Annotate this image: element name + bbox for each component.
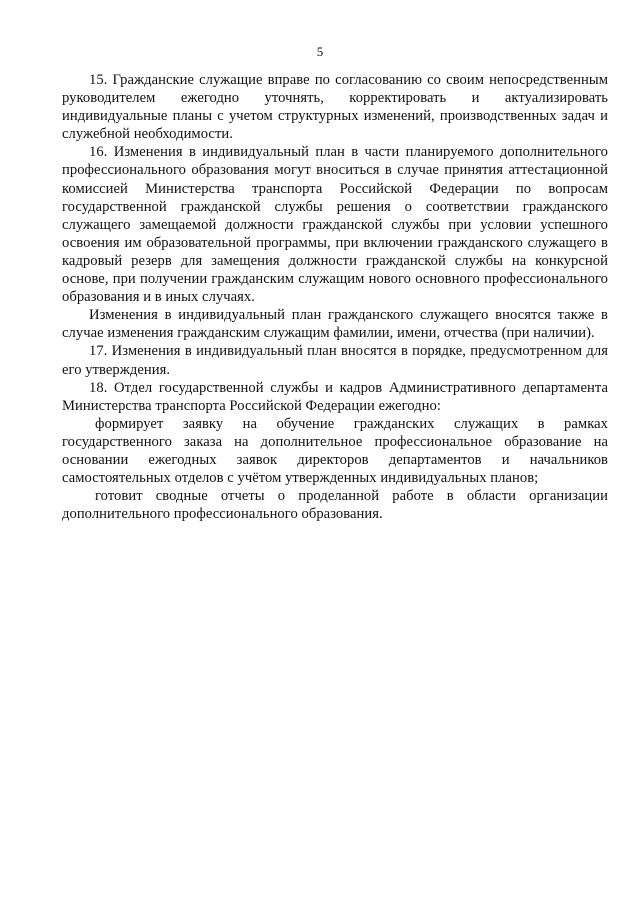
page-number: 5 xyxy=(316,44,324,59)
paragraph-17: 17. Изменения в индивидуальный план вносятся в порядке, предусмотренном для его утверждения. xyxy=(62,343,608,378)
paragraph-18: 18. Отдел государственной службы и кадров Административного департамента Министерства транспорта Российской Федерации ежегодно: xyxy=(62,379,608,414)
document-body xyxy=(62,71,608,523)
paragraph-15: 15. Гражданские служащие вправе по согласованию со своим непосредственным руководителем ежегодно уточнять, корректировать и актуализировать индивидуальные планы с учетом структурных изменений, производственных задач и служебной необходимости. xyxy=(62,72,608,143)
paragraph-16: 16. Изменения в индивидуальный план в части планируемого дополнительного профессионального образования могут вноситься в случае принятия аттестационной комиссией Министерства транспорта Российской Федерации по вопросам государственной гражданской службы решения о соответствии гражданского служащего замещаемой должности гражданской службы при условии успешного освоения им образовательной программы, при включении гражданского служащего в кадровый резерв для замещения должности гражданской службы на конкурсной основе, при получении гражданским служащим нового основного профессионального образования и в иных случаях. xyxy=(62,144,608,306)
paragraph-18-item-forms-request: формирует заявку на обучение гражданских служащих в рамках государственного заказа на дополнительное профессиональное образование на основании ежегодных заявок директоров департаментов и начальников самостоятельных отделов с учётом утвержденных индивидуальных планов; xyxy=(62,415,608,487)
paragraph-16-amendment: Изменения в индивидуальный план гражданского служащего вносятся также в случае изменения гражданским служащим фамилии, имени, отчества (при наличии). xyxy=(62,307,608,342)
paragraph-18-item-prepares-reports: готовит сводные отчеты о проделанной работе в области организации дополнительного профессионального образования. xyxy=(62,488,608,523)
